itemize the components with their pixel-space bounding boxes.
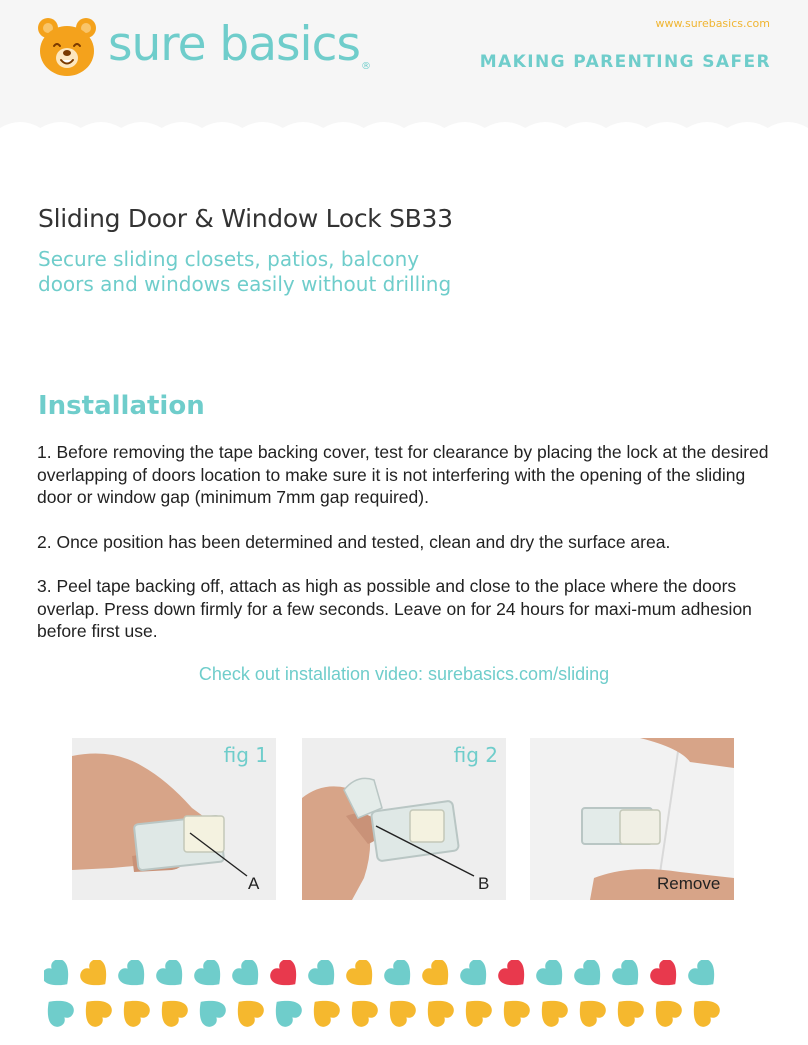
heart-pattern-footer: [44, 960, 766, 1030]
heart-icon: [647, 960, 685, 994]
heart-icon: [153, 992, 191, 1030]
heart-icon: [609, 992, 647, 1030]
heart-icon: [115, 960, 153, 994]
heart-icon: [685, 960, 723, 994]
heart-icon: [229, 992, 267, 1030]
heart-icon: [533, 992, 571, 1030]
heart-icon: [44, 992, 77, 1030]
brand-name: sure basics®: [108, 16, 370, 72]
heart-icon: [419, 960, 457, 994]
installation-steps: [37, 441, 772, 665]
installation-step: 1. Before removing the tape backing cover, test for clearance by placing the lock at the desired overlapping of doors location to make sure it is not interfering with the opening of the sliding door or window gap (minimum 7mm gap required).: [37, 442, 769, 507]
heart-icon: [457, 960, 495, 994]
heart-icon: [609, 960, 647, 994]
heart-icon: [305, 992, 343, 1030]
figure-label: fig 2: [453, 743, 498, 767]
heart-icon: [381, 992, 419, 1030]
heart-icon: [115, 992, 153, 1030]
figure-callout: A: [248, 874, 260, 893]
heart-icon: [305, 960, 343, 994]
brand-logo[interactable]: [36, 16, 370, 78]
heart-icon: [153, 960, 191, 994]
heart-icon: [381, 960, 419, 994]
heart-icon: [647, 992, 685, 1030]
heart-icon: [571, 992, 609, 1030]
installation-video-link[interactable]: Check out installation video: surebasics.com/sliding: [198, 664, 610, 684]
heart-icon: [495, 992, 533, 1030]
heart-icon: [44, 960, 77, 994]
heart-icon: [77, 992, 115, 1030]
heart-icon: [191, 960, 229, 994]
heart-icon: [343, 992, 381, 1030]
installation-step: 3. Peel tape backing off, attach as high as possible and close to the place where the doors overlap. Press down firmly for a few seconds. Leave on for 24 hours for maxi-mum adhesion before first use.: [37, 576, 752, 641]
heart-icon: [533, 960, 571, 994]
figure-2-photo: [302, 738, 506, 900]
product-title: Sliding Door & Window Lock SB33: [38, 204, 453, 233]
header-wave-divider: [0, 118, 808, 144]
installation-heading: Installation: [38, 391, 205, 421]
heart-icon: [685, 992, 723, 1030]
heart-icon: [267, 960, 305, 994]
product-subtitle: [38, 247, 518, 297]
heart-icon: [229, 960, 267, 994]
heart-icon: [267, 992, 305, 1030]
installation-step: 2. Once position has been determined and tested, clean and dry the surface area.: [37, 531, 671, 552]
figure-3-photo: [530, 738, 734, 900]
figure-label: fig 1: [223, 743, 268, 767]
registered-mark: ®: [360, 60, 370, 72]
product-subtitle-line: Secure sliding closets, patios, balcony: [38, 247, 420, 271]
heart-icon: [457, 992, 495, 1030]
heart-icon: [495, 960, 533, 994]
bear-logo-icon: [36, 16, 98, 78]
heart-icon: [343, 960, 381, 994]
product-subtitle-line: doors and windows easily without drilling: [38, 272, 452, 296]
figure-callout: Remove: [657, 874, 721, 893]
heart-icon: [419, 992, 457, 1030]
heart-icon: [77, 960, 115, 994]
heart-icon: [571, 960, 609, 994]
tagline: MAKING PARENTING SAFER: [479, 52, 771, 72]
heart-icon: [191, 992, 229, 1030]
website-link[interactable]: www.surebasics.com: [655, 17, 770, 30]
figure-1-photo: [72, 738, 276, 900]
figure-callout: B: [478, 874, 490, 893]
